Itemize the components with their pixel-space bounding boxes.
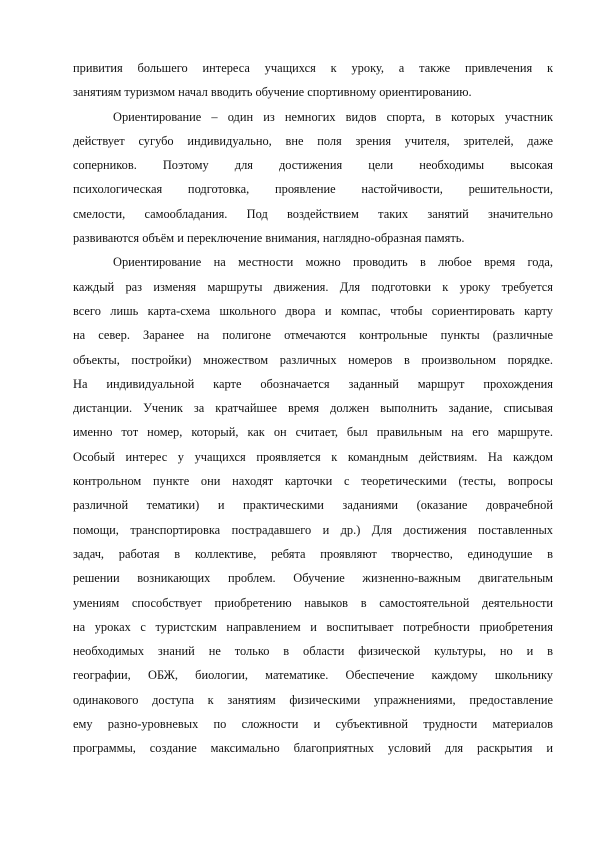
text-line: психологическая подготовка, проявление настойчивости, решительности,: [73, 182, 553, 197]
text-line: развиваются объём и переключение внимания, наглядно-образная память.: [73, 231, 465, 246]
text-line: решении возникающих проблем. Обучение жизненно-важным двигательным: [73, 571, 553, 586]
text-line: именно тот номер, который, как он считает, был правильным на его маршруте.: [73, 425, 553, 440]
text-line: дистанции. Ученик за кратчайшее время должен выполнить задание, списывая: [73, 401, 553, 416]
text-line: Ориентирование на местности можно проводить в любое время года,: [113, 255, 553, 270]
text-line: действует сугубо индивидуально, вне поля зрения учителя, зрителей, даже: [73, 133, 553, 148]
text-line: умениям способствует приобретению навыков в самостоятельной деятельности: [73, 595, 553, 610]
text-line: Особый интерес у учащихся проявляется к командным действиям. На каждом: [73, 449, 553, 464]
text-line: на север. Заранее на полигоне отмечаются контрольные пункты (различные: [73, 328, 553, 343]
text-line: привития большего интереса учащихся к уроку, а также привлечения к: [73, 61, 553, 75]
text-line: различной тематики) и практическими заданиями (оказание доврачебной: [73, 498, 553, 513]
text-line: программы, создание максимально благоприятных условий для раскрытия и: [73, 741, 553, 756]
text-line: помощи, транспортировка пострадавшего и др.) Для достижения поставленных: [73, 522, 553, 537]
text-line: необходимых знаний не только в области физической культуры, но и в: [73, 644, 553, 659]
text-line: каждый раз изменяя маршруты движения. Для подготовки к уроку требуется: [73, 279, 553, 294]
text-line: занятиям туризмом начал вводить обучение спортивному ориентированию.: [73, 85, 472, 100]
text-line: задач, работая в коллективе, ребята проявляют творчество, единодушие в: [73, 546, 553, 561]
text-line: соперников. Поэтому для достижения цели необходимы высокая: [73, 158, 553, 173]
text-line: всего лишь карта-схема школьного двора и компас, чтобы сориентировать карту: [73, 303, 553, 318]
document-page: [73, 56, 553, 761]
text-line: Ориентирование – один из немногих видов спорта, в которых участник: [113, 109, 553, 124]
text-line: объекты, постройки) множеством различных номеров в произвольном порядке.: [73, 352, 553, 367]
text-line: смелости, самообладания. Под воздействием таких занятий значительно: [73, 206, 553, 221]
text-line: на уроках с туристским направлением и воспитывает потребности приобретения: [73, 619, 553, 634]
text-line: географии, ОБЖ, биологии, математике. Обеспечение каждому школьнику: [73, 668, 553, 683]
text-line: контрольном пункте они находят карточки с теоретическими (тесты, вопросы: [73, 474, 553, 489]
text-line: одинакового доступа к занятиям физическими упражнениями, предоставление: [73, 692, 553, 707]
text-line: ему разно-уровневых по сложности и субъективной трудности материалов: [73, 717, 553, 732]
text-line: На индивидуальной карте обозначается заданный маршрут прохождения: [73, 376, 553, 391]
